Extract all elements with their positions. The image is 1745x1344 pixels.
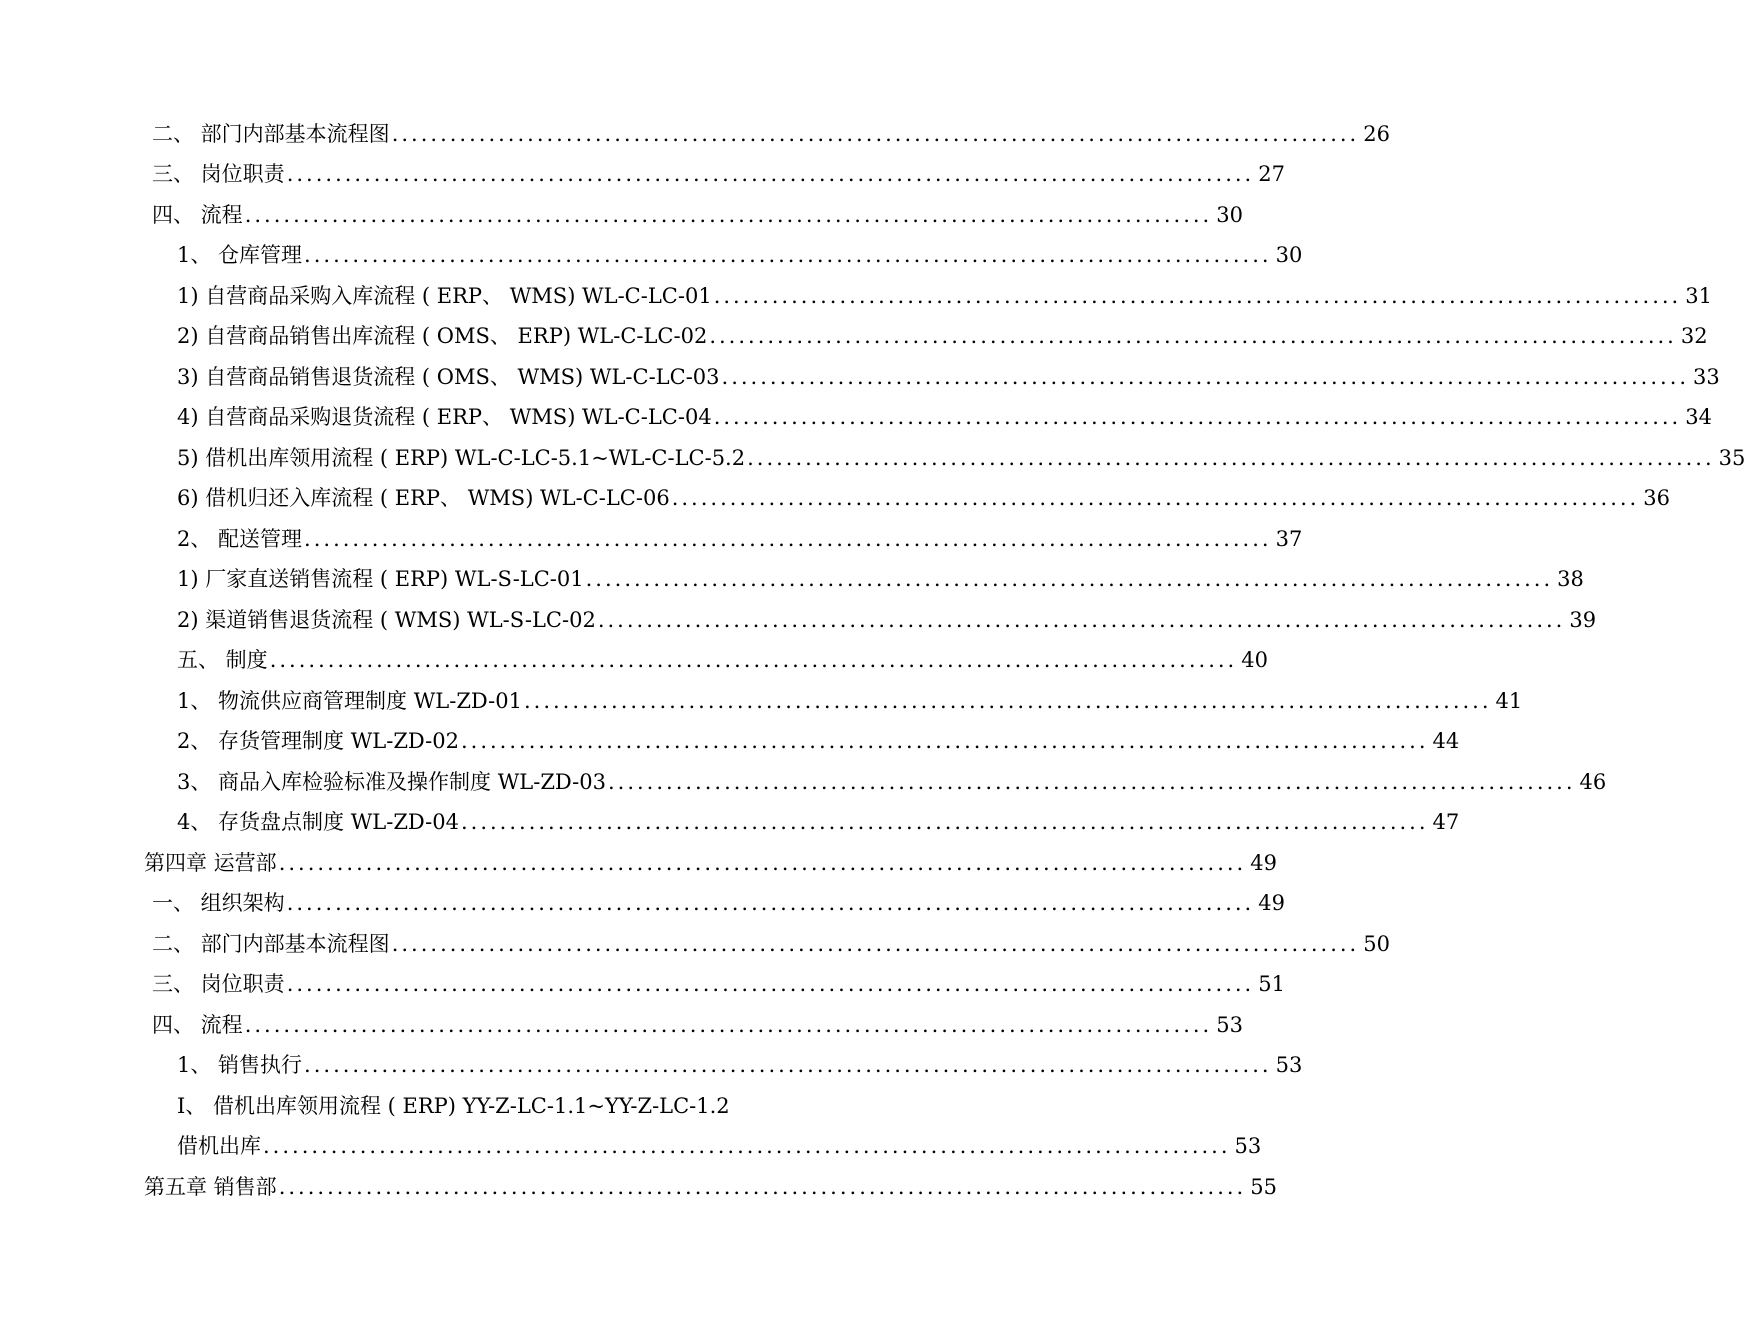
toc-page-number: 26: [1363, 122, 1390, 146]
toc-entry[interactable]: [152, 1005, 1243, 1045]
toc-leader-dots: ....................................................................................................: [597, 608, 1566, 632]
toc-leader-dots: ....................................................................................................: [713, 405, 1682, 429]
toc-entry-title: 6) 借机归还入库流程 ( ERP、 WMS) WL-C-LC-06: [177, 486, 670, 510]
toc-leader-dots: ....................................................................................................: [713, 284, 1682, 308]
toc-entry-title: 2、 配送管理: [177, 527, 303, 551]
toc-entry-title: 1、 仓库管理: [177, 243, 303, 267]
toc-leader-dots: ....................................................................................................: [585, 567, 1554, 591]
toc-entry[interactable]: [152, 964, 1285, 1004]
toc-entry-title: 四、 流程: [152, 1013, 243, 1037]
toc-leader-dots: ....................................................................................................: [286, 162, 1255, 186]
toc-leader-dots: ....................................................................................................: [244, 1013, 1213, 1037]
toc-entry[interactable]: [177, 478, 1670, 518]
toc-leader-dots: ....................................................................................................: [391, 122, 1360, 146]
toc-entry-title: 一、 组织架构: [152, 891, 285, 915]
toc-entry[interactable]: [152, 924, 1390, 964]
toc-entry[interactable]: [152, 883, 1285, 923]
toc-entry[interactable]: [177, 721, 1460, 761]
toc-leader-dots: ....................................................................................................: [747, 446, 1715, 470]
toc-page-number: 36: [1643, 486, 1670, 510]
toc-entry-title: 三、 岗位职责: [152, 162, 285, 186]
toc-page-number: 31: [1685, 284, 1712, 308]
toc-entry-title: 4、 存货盘点制度 WL-ZD-04: [177, 810, 459, 834]
toc-entry[interactable]: [177, 640, 1268, 680]
toc-entry[interactable]: [177, 1086, 806, 1126]
toc-page-number: 50: [1363, 932, 1390, 956]
toc-page-number: 32: [1680, 324, 1708, 348]
toc-entry-title: 二、 部门内部基本流程图: [152, 122, 390, 146]
toc-leader-dots: ....................................................................................................: [286, 891, 1255, 915]
toc-leader-dots: ....................................................................................................: [286, 972, 1255, 996]
toc-page-number: 34: [1685, 405, 1712, 429]
toc-entry[interactable]: [177, 438, 1745, 478]
toc-page-number: 37: [1275, 527, 1303, 551]
toc-page-number: 49: [1250, 851, 1277, 875]
toc-entry-title: 1、 物流供应商管理制度 WL-ZD-01: [177, 689, 522, 713]
toc-page-number: 53: [1275, 1053, 1303, 1077]
toc-page-number: 49: [1258, 891, 1285, 915]
toc-page-number: 27: [1258, 162, 1285, 186]
toc-entry[interactable]: [177, 316, 1708, 356]
toc-entry[interactable]: [177, 357, 1720, 397]
toc-entry[interactable]: [152, 114, 1390, 154]
toc-page-number: 41: [1495, 689, 1523, 713]
toc-entry[interactable]: [144, 843, 1277, 883]
toc-leader-dots: ....................................................................................................: [709, 324, 1677, 348]
toc-entry-title: 第五章 销售部: [144, 1175, 277, 1199]
toc-leader-dots: ....................................................................................................: [523, 689, 1492, 713]
toc-leader-dots: ....................................................................................................: [304, 1053, 1272, 1077]
toc-leader-dots: ....................................................................................................: [671, 486, 1640, 510]
toc-entry[interactable]: [177, 235, 1303, 275]
toc-page-number: 33: [1693, 365, 1720, 389]
toc-entry-title: 1) 自营商品采购入库流程 ( ERP、 WMS) WL-C-LC-01: [177, 284, 712, 308]
toc-entry-title: 1) 厂家直送销售流程 ( ERP) WL-S-LC-01: [177, 567, 584, 591]
toc-entry-title: 四、 流程: [152, 203, 243, 227]
toc-leader-dots: ....................................................................................................: [391, 932, 1360, 956]
toc-page-number: 44: [1432, 729, 1460, 753]
toc-entry[interactable]: [152, 154, 1285, 194]
toc-entry[interactable]: [177, 276, 1712, 316]
toc-entry[interactable]: [177, 681, 1523, 721]
toc-leader-dots: ....................................................................................................: [278, 851, 1247, 875]
toc-entry[interactable]: [177, 1045, 1303, 1085]
toc-entry-title: 借机出库: [177, 1134, 261, 1158]
toc-page-number: 39: [1569, 608, 1597, 632]
toc-leader-dots: ....................................................................................................: [460, 810, 1429, 834]
toc-entry-title: 2) 自营商品销售出库流程 ( OMS、 ERP) WL-C-LC-02: [177, 324, 708, 348]
toc-leader-dots: ....................................................................................................: [721, 365, 1690, 389]
toc-leader-dots: ....................................................................................................: [263, 1134, 1231, 1158]
toc-page-number: 35: [1718, 446, 1745, 470]
toc-entry-title: 3、 商品入库检验标准及操作制度 WL-ZD-03: [177, 770, 606, 794]
toc-entry-title: 3) 自营商品销售退货流程 ( OMS、 WMS) WL-C-LC-03: [177, 365, 720, 389]
toc-entry[interactable]: [177, 600, 1597, 640]
toc-entry[interactable]: [177, 1126, 1262, 1166]
toc-leader-dots: ....................................................................................................: [460, 729, 1429, 753]
toc-page-number: 47: [1432, 810, 1460, 834]
toc-page-number: 55: [1250, 1175, 1277, 1199]
toc-entry-title: 三、 岗位职责: [152, 972, 285, 996]
toc-leader-dots: ....................................................................................................: [304, 243, 1272, 267]
toc-entry-title: I、 借机出库领用流程 ( ERP) YY-Z-LC-1.1~YY-Z-LC-1.2: [177, 1094, 730, 1118]
toc-entry-title: 二、 部门内部基本流程图: [152, 932, 390, 956]
toc-leader-dots: ....................................................................................................: [269, 648, 1238, 672]
toc-leader-dots: ....................................................................................................: [304, 527, 1272, 551]
toc-page-number: 51: [1258, 972, 1285, 996]
toc-page-number: 46: [1579, 770, 1607, 794]
toc-entry[interactable]: [177, 762, 1607, 802]
toc-page-number: 40: [1241, 648, 1268, 672]
toc-entry-title: 五、 制度: [177, 648, 268, 672]
toc-page-number: 30: [1216, 203, 1243, 227]
toc-leader-dots: ....................................................................................................: [244, 203, 1213, 227]
toc-entry-title: 2) 渠道销售退货流程 ( WMS) WL-S-LC-02: [177, 608, 596, 632]
toc-entry[interactable]: [152, 195, 1243, 235]
toc-entry[interactable]: [177, 559, 1584, 599]
toc-entry[interactable]: [177, 397, 1712, 437]
toc-page-number: 38: [1557, 567, 1584, 591]
toc-entry[interactable]: [177, 802, 1460, 842]
toc-entry-title: 1、 销售执行: [177, 1053, 303, 1077]
toc-entry-title: 5) 借机出库领用流程 ( ERP) WL-C-LC-5.1~WL-C-LC-5.2: [177, 446, 746, 470]
toc-entry[interactable]: [144, 1167, 1277, 1207]
toc-page-number: 30: [1275, 243, 1303, 267]
toc-entry-title: 4) 自营商品采购退货流程 ( ERP、 WMS) WL-C-LC-04: [177, 405, 712, 429]
toc-entry[interactable]: [177, 519, 1303, 559]
toc-leader-dots: ....................................................................................................: [607, 770, 1576, 794]
toc-leader-dots: ....................................................................................................: [278, 1175, 1247, 1199]
toc-entry-title: 第四章 运营部: [144, 851, 277, 875]
toc-entry-title: 2、 存货管理制度 WL-ZD-02: [177, 729, 459, 753]
toc-page-number: 53: [1216, 1013, 1243, 1037]
toc-page-number: 53: [1234, 1134, 1262, 1158]
